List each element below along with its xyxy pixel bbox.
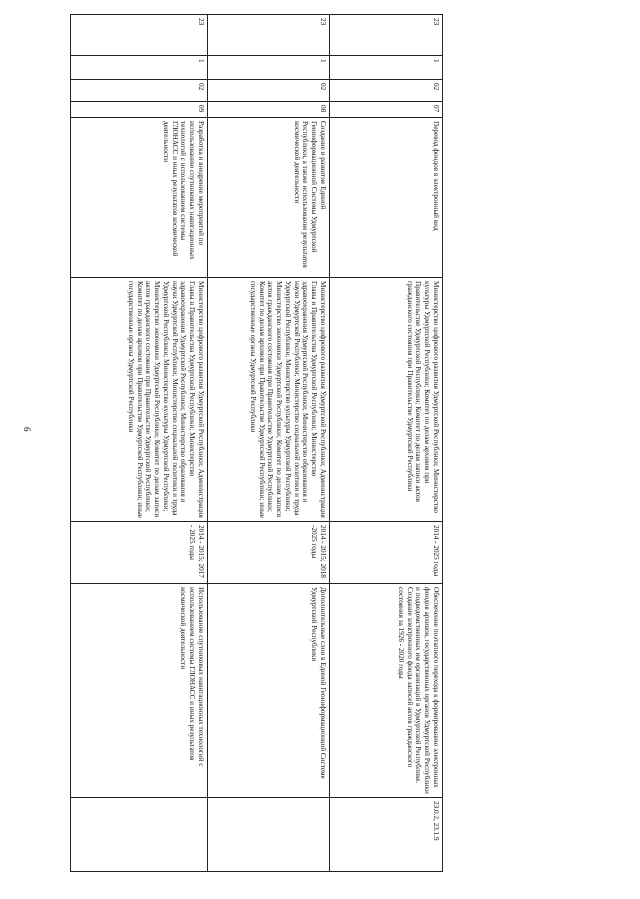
table-row (330, 15, 443, 872)
expected-result-cell: Использование спутниковых навигационных технологий с использованием системы ГЛОНАСС и иных результатов космической деятельности (71, 584, 208, 798)
table-row (71, 15, 208, 872)
activity-cell: 08 (208, 102, 330, 118)
page-number: 6 (22, 427, 32, 432)
main-activity-cell: 02 (71, 80, 208, 102)
table-row (208, 15, 330, 872)
indicators-cell: 23.0.2, 23.1.9 (330, 798, 443, 872)
executors-cell: Министерство цифрового развития Удмуртской Республики; Администрация Главы и Правительства Удмуртской Республики; Министерство здравоохранения Удмуртской Республики; Министерство образования и науки Удмуртской Республики; Министерство социальной политики и труда Удмуртской Республики; Министерство культуры Удмуртской Республики; Министерство экономики Удмуртской Республики; Комитет по делам записи актов гражданского состояния при Правительстве Удмуртской Республики; Комитет по делам архивов при Правительстве Удмуртской Республики; иные государственные органы Удмуртской Республики (71, 278, 208, 522)
subprogram-cell: 1 (71, 56, 208, 80)
executors-cell: Министерство цифрового развития Удмуртской Республики; Министерство культуры Удмуртской Республики; Комитет по делам архивов при Правительстве Удмуртской Республики; Комитет по делам записи актов гражданского состояния при Правительстве Удмуртской Республики (330, 278, 443, 522)
program-code-cell: 23 (208, 15, 330, 56)
main-activity-cell: 02 (208, 80, 330, 102)
main-activity-cell: 02 (330, 80, 443, 102)
period-cell: 2014 - 2015; 2018 -2025 годы (208, 522, 330, 584)
activity-name-cell: Перевод фондов в электронный вид (330, 118, 443, 278)
rotated-table-wrapper (71, 14, 443, 871)
activity-cell: 09 (71, 102, 208, 118)
expected-result-cell: Обеспечение поэтапного перехода к формированию электронных фондов архивов, государственных органов Удмуртской Республики и подведомственных им организаций в Удмуртской Республике. Создание электронного фонда записей актов гражданского состояния за 1926 - 2020 годы (330, 584, 443, 798)
period-cell: 2014 - 2025 годы (330, 522, 443, 584)
activity-name-cell: Разработка и внедрение мероприятий по использованию спутниковых навигационных технологий с использованием системы ГЛОНАСС и иных результатов космической деятельности (71, 118, 208, 278)
activity-cell: 07 (330, 102, 443, 118)
subprogram-cell: 1 (208, 56, 330, 80)
program-code-cell: 23 (71, 15, 208, 56)
indicators-cell (208, 798, 330, 872)
program-code-cell: 23 (330, 15, 443, 56)
expected-result-cell: Дополнительные слои в Единой Геоинформационной Системе Удмуртской Республики (208, 584, 330, 798)
subprogram-cell: 1 (330, 56, 443, 80)
executors-cell: Министерство цифрового развития Удмуртской Республики; Администрация Главы и Правительства Удмуртской Республики; Министерство здравоохранения Удмуртской Республики; Министерство образования и науки Удмуртской Республики; Министерство социальной политики и труда Удмуртской Республики; Министерство культуры Удмуртской Республики; Министерство экономики Удмуртской Республики; Комитет по делам записи актов гражданского состояния при Правительстве Удмуртской Республики; Комитет по делам архивов при Правительстве Удмуртской Республики; иные государственные органы Удмуртской Республики (208, 278, 330, 522)
indicators-cell (71, 798, 208, 872)
program-activities-table (70, 14, 443, 872)
period-cell: 2014 - 2015; 2017 - 2025 годы (71, 522, 208, 584)
activity-name-cell: Создание и развитие Единой Геоинформационной Системы Удмуртской Республики, а также использование результатов космической деятельности (208, 118, 330, 278)
